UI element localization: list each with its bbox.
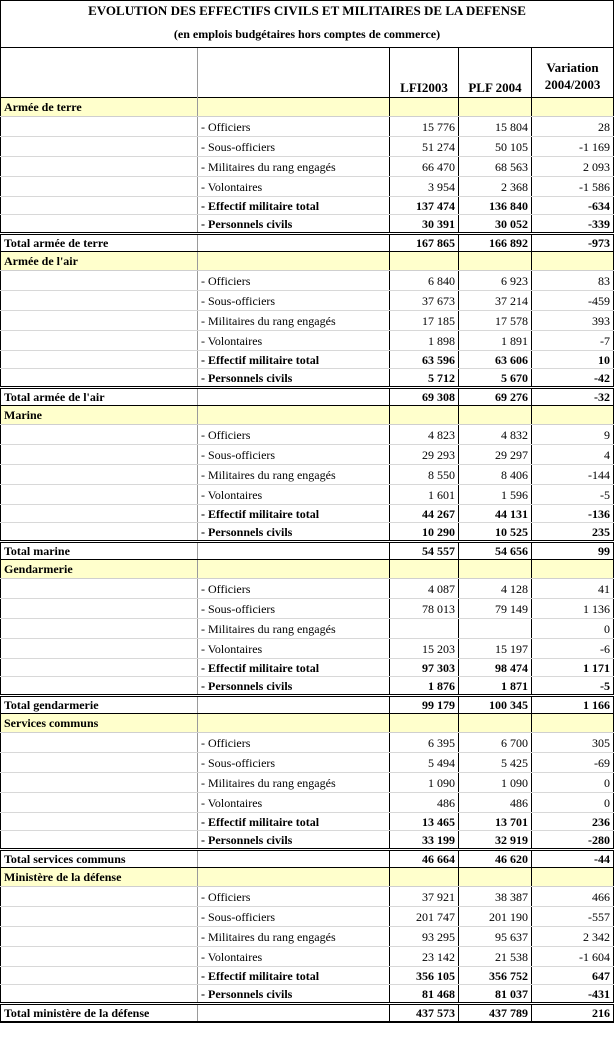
row-label: - Sous-officiers [198,137,390,157]
blank-cell [1,523,198,542]
table-title: EVOLUTION DES EFFECTIFS CIVILS ET MILITAIRES DE LA DEFENSE [1,1,614,21]
value-lfi2003: 6 840 [390,271,459,291]
value-variation: -5 [532,485,614,505]
blank-cell [532,868,614,887]
blank-cell [459,406,532,425]
value-plf2004: 21 538 [459,947,532,967]
military-total-row [1,197,614,215]
value-plf2004: 69 276 [459,388,532,406]
value-variation: 1 166 [532,696,614,714]
blank-cell [1,215,198,234]
section-total-row [1,1004,614,1022]
civil-personnel-row [1,677,614,696]
value-lfi2003: 137 474 [390,197,459,215]
value-variation: -42 [532,369,614,388]
blank-cell [1,369,198,388]
total-label: Total armée de terre [1,234,198,252]
value-variation: 41 [532,579,614,599]
section-title: Services communs [1,714,198,733]
blank-cell [1,887,198,907]
table-row [1,291,614,311]
value-lfi2003: 93 295 [390,927,459,947]
value-lfi2003: 486 [390,793,459,813]
value-plf2004: 1 596 [459,485,532,505]
header-lfi2003: LFI2003 [390,48,459,98]
table-row [1,157,614,177]
table-row [1,753,614,773]
value-lfi2003: 81 468 [390,985,459,1004]
value-variation: -7 [532,331,614,351]
value-variation: -973 [532,234,614,252]
total-label: Total services communs [1,850,198,868]
value-plf2004: 201 190 [459,907,532,927]
value-variation: -44 [532,850,614,868]
table-row [1,619,614,639]
value-variation: 647 [532,967,614,985]
blank-cell [1,579,198,599]
value-lfi2003: 3 954 [390,177,459,197]
row-label: - Officiers [198,117,390,137]
value-plf2004: 50 105 [459,137,532,157]
blank-cell [1,927,198,947]
row-label: - Effectif militaire total [198,967,390,985]
blank-cell [198,388,390,406]
value-plf2004: 46 620 [459,850,532,868]
value-lfi2003: 17 185 [390,311,459,331]
blank-cell [1,505,198,523]
value-variation: 28 [532,117,614,137]
row-label: - Personnels civils [198,831,390,850]
table-row [1,311,614,331]
value-plf2004: 6 923 [459,271,532,291]
value-plf2004: 4 832 [459,425,532,445]
row-label: - Militaires du rang engagés [198,927,390,947]
value-plf2004: 2 368 [459,177,532,197]
row-label: - Militaires du rang engagés [198,619,390,639]
value-lfi2003: 66 470 [390,157,459,177]
table-row [1,887,614,907]
header-blank-1 [1,48,198,98]
section-title: Marine [1,406,198,425]
section-header-row [1,406,614,425]
row-label: - Sous-officiers [198,599,390,619]
table-row [1,927,614,947]
row-label: - Officiers [198,425,390,445]
military-total-row [1,813,614,831]
header-variation-line1: Variation [546,59,599,75]
blank-cell [1,753,198,773]
header-variation [532,48,614,98]
value-variation: 2 093 [532,157,614,177]
value-plf2004: 1 090 [459,773,532,793]
table-subtitle: (en emplois budgétaires hors comptes de commerce) [1,21,614,48]
total-label: Total armée de l'air [1,388,198,406]
value-variation: 393 [532,311,614,331]
value-lfi2003: 356 105 [390,967,459,985]
blank-cell [1,793,198,813]
value-variation: 0 [532,773,614,793]
table-row [1,445,614,465]
value-variation: 9 [532,425,614,445]
value-lfi2003: 33 199 [390,831,459,850]
blank-cell [1,117,198,137]
row-label: - Militaires du rang engagés [198,773,390,793]
value-lfi2003: 1 601 [390,485,459,505]
value-plf2004: 15 804 [459,117,532,137]
value-lfi2003: 63 596 [390,351,459,369]
value-variation: 83 [532,271,614,291]
value-variation: 99 [532,542,614,560]
table-row [1,271,614,291]
blank-cell [1,619,198,639]
section-header-row [1,252,614,271]
value-variation: 10 [532,351,614,369]
value-plf2004: 29 297 [459,445,532,465]
row-label: - Effectif militaire total [198,197,390,215]
value-plf2004: 54 656 [459,542,532,560]
table-row [1,773,614,793]
row-label: - Sous-officiers [198,753,390,773]
row-label: - Militaires du rang engagés [198,311,390,331]
value-variation: -431 [532,985,614,1004]
row-label: - Officiers [198,733,390,753]
civil-personnel-row [1,369,614,388]
blank-cell [198,868,390,887]
blank-cell [390,868,459,887]
total-label: Total marine [1,542,198,560]
total-label: Total gendarmerie [1,696,198,714]
value-variation: -634 [532,197,614,215]
value-lfi2003: 10 290 [390,523,459,542]
blank-cell [390,98,459,117]
value-lfi2003: 51 274 [390,137,459,157]
value-plf2004: 6 700 [459,733,532,753]
military-total-row [1,967,614,985]
value-lfi2003: 6 395 [390,733,459,753]
row-label: - Effectif militaire total [198,351,390,369]
table-row [1,465,614,485]
value-plf2004: 37 214 [459,291,532,311]
value-plf2004: 68 563 [459,157,532,177]
table-row [1,733,614,753]
blank-cell [459,714,532,733]
blank-cell [532,560,614,579]
row-label: - Effectif militaire total [198,813,390,831]
value-plf2004: 79 149 [459,599,532,619]
value-plf2004: 44 131 [459,505,532,523]
value-variation: 2 342 [532,927,614,947]
blank-cell [198,542,390,560]
civil-personnel-row [1,215,614,234]
blank-cell [1,351,198,369]
value-lfi2003: 8 550 [390,465,459,485]
row-label: - Volontaires [198,485,390,505]
value-plf2004: 81 037 [459,985,532,1004]
row-label: - Effectif militaire total [198,659,390,677]
blank-cell [198,234,390,252]
value-lfi2003: 78 013 [390,599,459,619]
value-variation: -5 [532,677,614,696]
value-lfi2003: 1 898 [390,331,459,351]
table-row [1,485,614,505]
row-label: - Sous-officiers [198,907,390,927]
civil-personnel-row [1,523,614,542]
value-lfi2003: 44 267 [390,505,459,523]
value-plf2004 [459,619,532,639]
military-total-row [1,505,614,523]
value-lfi2003: 54 557 [390,542,459,560]
value-lfi2003: 5 494 [390,753,459,773]
value-variation: -459 [532,291,614,311]
value-lfi2003: 437 573 [390,1004,459,1022]
row-label: - Militaires du rang engagés [198,465,390,485]
row-label: - Personnels civils [198,369,390,388]
blank-cell [1,197,198,215]
value-plf2004: 1 891 [459,331,532,351]
value-lfi2003: 37 673 [390,291,459,311]
section-total-row [1,696,614,714]
blank-cell [1,967,198,985]
blank-cell [532,406,614,425]
blank-cell [532,98,614,117]
blank-cell [1,947,198,967]
value-variation: -339 [532,215,614,234]
blank-cell [198,252,390,271]
value-plf2004: 100 345 [459,696,532,714]
blank-cell [390,714,459,733]
blank-cell [198,406,390,425]
row-label: - Effectif militaire total [198,505,390,523]
value-variation: -280 [532,831,614,850]
blank-cell [390,560,459,579]
section-total-row [1,388,614,406]
value-variation: 305 [532,733,614,753]
blank-cell [1,773,198,793]
table-row [1,947,614,967]
blank-cell [198,1004,390,1022]
section-total-row [1,850,614,868]
blank-cell [198,850,390,868]
blank-cell [1,137,198,157]
blank-cell [459,560,532,579]
value-lfi2003: 1 876 [390,677,459,696]
blank-cell [390,406,459,425]
blank-cell [1,985,198,1004]
value-variation: -1 169 [532,137,614,157]
header-blank-2 [198,48,390,98]
blank-cell [459,252,532,271]
blank-cell [1,639,198,659]
section-title: Armée de terre [1,98,198,117]
section-title: Armée de l'air [1,252,198,271]
value-lfi2003: 15 203 [390,639,459,659]
value-lfi2003: 69 308 [390,388,459,406]
blank-cell [390,252,459,271]
value-plf2004: 356 752 [459,967,532,985]
value-lfi2003: 30 391 [390,215,459,234]
row-label: - Volontaires [198,639,390,659]
value-variation: 0 [532,793,614,813]
table-row [1,793,614,813]
table-row [1,331,614,351]
value-lfi2003 [390,619,459,639]
blank-cell [1,157,198,177]
row-label: - Personnels civils [198,677,390,696]
row-label: - Volontaires [198,793,390,813]
value-variation: -144 [532,465,614,485]
row-label: - Militaires du rang engagés [198,157,390,177]
section-title: Ministère de la défense [1,868,198,887]
blank-cell [1,445,198,465]
table-row [1,907,614,927]
section-header-row [1,98,614,117]
value-lfi2003: 201 747 [390,907,459,927]
row-label: - Officiers [198,271,390,291]
blank-cell [532,714,614,733]
value-lfi2003: 167 865 [390,234,459,252]
table-row [1,137,614,157]
value-lfi2003: 46 664 [390,850,459,868]
value-lfi2003: 4 087 [390,579,459,599]
value-lfi2003: 99 179 [390,696,459,714]
table-row [1,639,614,659]
blank-cell [1,813,198,831]
blank-cell [198,714,390,733]
civil-personnel-row [1,831,614,850]
total-label: Total ministère de la défense [1,1004,198,1022]
value-variation: 1 171 [532,659,614,677]
blank-cell [1,311,198,331]
table-row [1,117,614,137]
value-variation: 236 [532,813,614,831]
table-row [1,579,614,599]
value-lfi2003: 37 921 [390,887,459,907]
value-lfi2003: 97 303 [390,659,459,677]
value-variation: -6 [532,639,614,659]
blank-cell [1,907,198,927]
value-plf2004: 5 425 [459,753,532,773]
row-label: - Sous-officiers [198,291,390,311]
blank-cell [1,677,198,696]
value-plf2004: 98 474 [459,659,532,677]
value-plf2004: 63 606 [459,351,532,369]
value-plf2004: 166 892 [459,234,532,252]
value-variation: -1 586 [532,177,614,197]
value-plf2004: 10 525 [459,523,532,542]
value-lfi2003: 5 712 [390,369,459,388]
section-header-row [1,714,614,733]
blank-cell [198,98,390,117]
row-label: - Volontaires [198,177,390,197]
blank-cell [1,291,198,311]
value-plf2004: 15 197 [459,639,532,659]
value-plf2004: 437 789 [459,1004,532,1022]
row-label: - Sous-officiers [198,445,390,465]
section-title: Gendarmerie [1,560,198,579]
blank-cell [459,868,532,887]
value-plf2004: 1 871 [459,677,532,696]
value-plf2004: 17 578 [459,311,532,331]
value-lfi2003: 15 776 [390,117,459,137]
value-lfi2003: 23 142 [390,947,459,967]
value-variation: -32 [532,388,614,406]
blank-cell [1,831,198,850]
blank-cell [1,485,198,505]
blank-cell [198,696,390,714]
row-label: - Officiers [198,579,390,599]
blank-cell [1,271,198,291]
value-variation: -69 [532,753,614,773]
value-plf2004: 8 406 [459,465,532,485]
section-total-row [1,542,614,560]
header-plf2004: PLF 2004 [459,48,532,98]
header-variation-line2: 2004/2003 [544,77,601,93]
row-label: - Officiers [198,887,390,907]
blank-cell [1,177,198,197]
value-variation: 4 [532,445,614,465]
section-header-row [1,868,614,887]
value-variation: 235 [532,523,614,542]
row-label: - Personnels civils [198,523,390,542]
value-variation: -136 [532,505,614,523]
row-label: - Volontaires [198,947,390,967]
blank-cell [198,560,390,579]
table-row [1,425,614,445]
military-total-row [1,351,614,369]
value-plf2004: 13 701 [459,813,532,831]
section-header-row [1,560,614,579]
section-total-row [1,234,614,252]
blank-cell [459,98,532,117]
blank-cell [1,733,198,753]
value-plf2004: 5 670 [459,369,532,388]
row-label: - Personnels civils [198,985,390,1004]
value-plf2004: 95 637 [459,927,532,947]
blank-cell [1,425,198,445]
civil-personnel-row [1,985,614,1004]
value-plf2004: 486 [459,793,532,813]
blank-cell [532,252,614,271]
blank-cell [1,465,198,485]
value-plf2004: 32 919 [459,831,532,850]
blank-cell [1,331,198,351]
table-row [1,599,614,619]
value-plf2004: 136 840 [459,197,532,215]
row-label: - Volontaires [198,331,390,351]
value-lfi2003: 1 090 [390,773,459,793]
military-total-row [1,659,614,677]
value-variation: 0 [532,619,614,639]
value-variation: 216 [532,1004,614,1022]
value-plf2004: 38 387 [459,887,532,907]
value-plf2004: 30 052 [459,215,532,234]
blank-cell [1,599,198,619]
value-lfi2003: 13 465 [390,813,459,831]
row-label: - Personnels civils [198,215,390,234]
table-row [1,177,614,197]
value-plf2004: 4 128 [459,579,532,599]
value-variation: -1 604 [532,947,614,967]
value-variation: 466 [532,887,614,907]
value-variation: 1 136 [532,599,614,619]
value-lfi2003: 4 823 [390,425,459,445]
value-lfi2003: 29 293 [390,445,459,465]
value-variation: -557 [532,907,614,927]
blank-cell [1,659,198,677]
